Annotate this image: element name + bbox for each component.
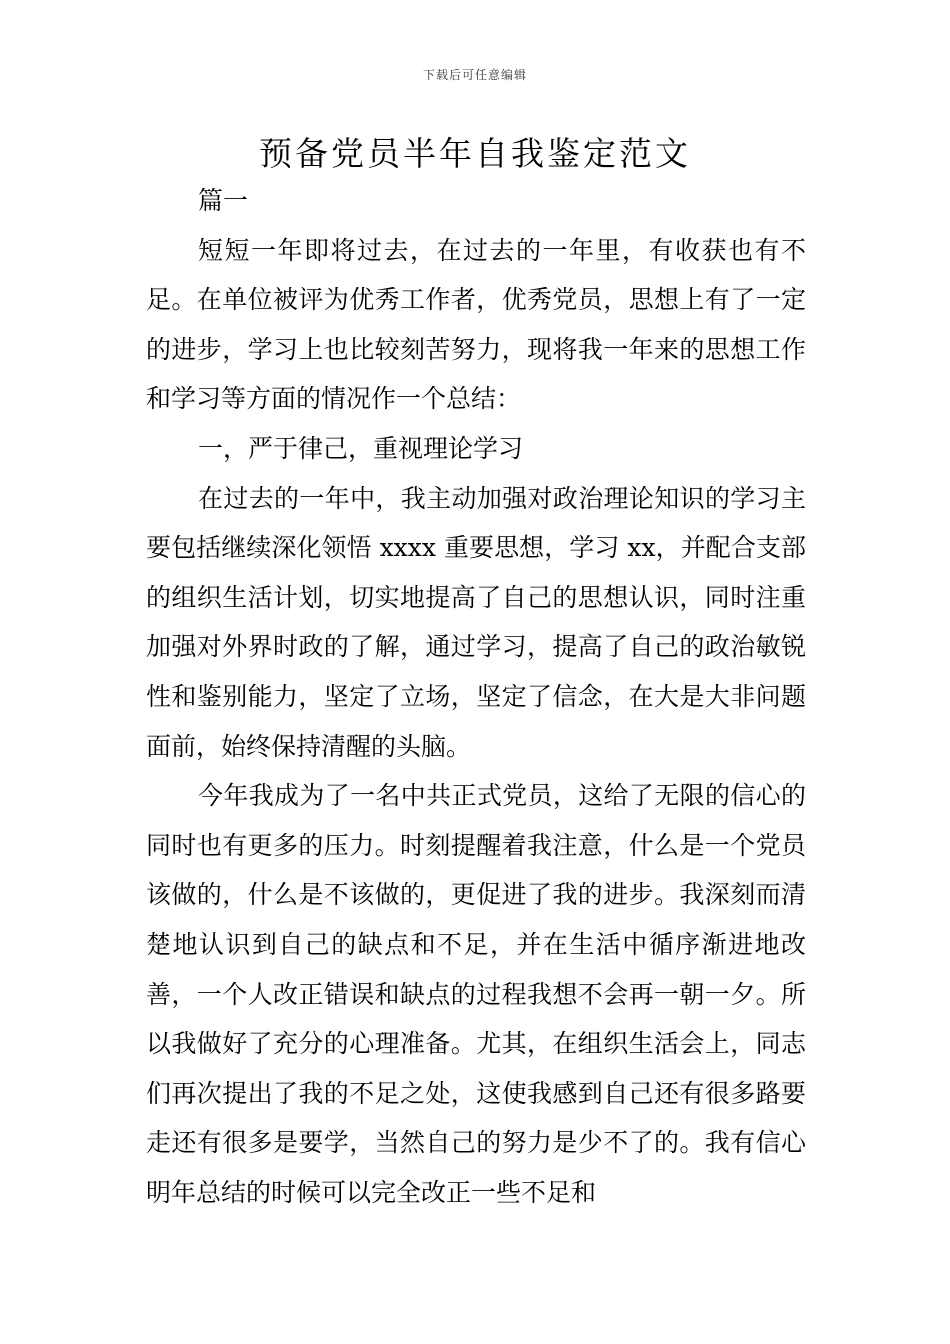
section-heading: 一，严于律己，重视理论学习 xyxy=(198,433,524,463)
document-body xyxy=(146,176,806,1217)
section-label: 篇一 xyxy=(198,186,249,215)
document-title: 预备党员半年自我鉴定范文 xyxy=(259,134,691,173)
intro-paragraph: 短短一年即将过去，在过去的一年里，有收获也有不足。在单位被评为优秀工作者，优秀党员，思想上有了一定的进步，学习上也比较刻苦努力，现将我一年来的思想工作和学习等方面的情况作一个总结： xyxy=(146,235,806,414)
body-paragraph: 今年我成为了一名中共正式党员，这给了无限的信心的同时也有更多的压力。时刻提醒着我注意，什么是一个党员该做的，什么是不该做的，更促进了我的进步。我深刻而清楚地认识到自己的缺点和不足，并在生活中循序渐进地改善，一个人改正错误和缺点的过程我想不会再一朝一夕。所以我做好了充分的心理准备。尤其，在组织生活会上，同志们再次提出了我的不足之处，这使我感到自己还有很多路要走还有很多是要学，当然自己的努力是少不了的。我有信心明年总结的时候可以完全改正一些不足和 xyxy=(146,781,806,1207)
body-paragraph: 在过去的一年中，我主动加强对政治理论知识的学习主要包括继续深化领悟 xxxx 重要思想，学习 xx，并配合支部的组织生活计划，切实地提高了自己的思想认识，同时注重加强对外界时政的了解，通过学习，提高了自己的政治敏锐性和鉴别能力，坚定了立场，坚定了信念，在大是大非问题面前，始终保持清醒的头脑。 xyxy=(146,483,806,761)
header-note: 下载后可任意编辑 xyxy=(422,68,527,82)
